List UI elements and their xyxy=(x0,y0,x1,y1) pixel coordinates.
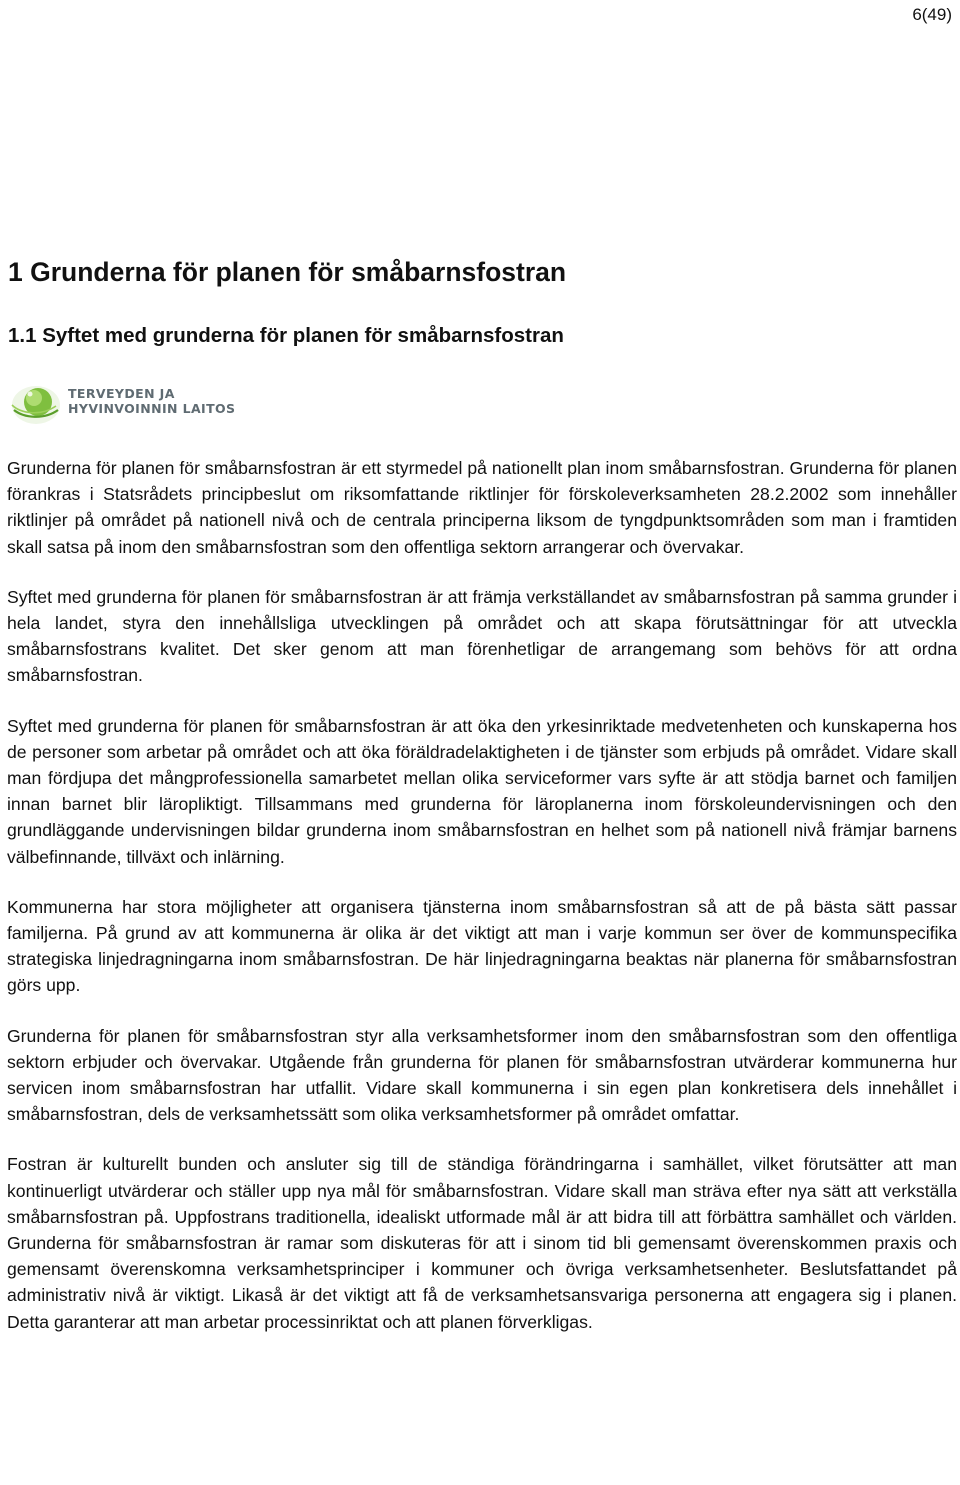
logo-text xyxy=(68,386,235,416)
paragraph: Fostran är kulturellt bunden och ansluter sig till de ständiga förändringarna i samhället, vilket förutsätter att man kontinuerligt utvärderar och ställer upp nya mål för småbarnsfostran. Vidare skall man sträva efter nya sätt att verkställa småbarnsfostran på. Uppfostrans traditionella, idealiskt utformade mål är att bidra till att förbättra samhället och världen. Grunderna för småbarnsfostran är ramar som diskuteras för att i sinom tid bli gemensamt överenskommen praxis och gemensamt överenskomna verksamhetsprinciper i kommuner och övriga verksamhetsenheter. Beslutsfattandet på administrativ nivå är viktigt. Likaså är det viktigt att få de verksamhetsansvariga personerna att engagera sig i planen. Detta garanterar att man arbetar processinriktat och att planen förverkligas. xyxy=(7,1154,957,1332)
thl-globe-logo-icon xyxy=(10,380,62,426)
paragraph: Kommunerna har stora möjligheter att organisera tjänsterna inom småbarnsfostran så att de på bästa sätt passar familjerna. På grund av att kommunerna är olika är det viktigt att man i varje kommun ser över de kommunspecifika strategiska linjedragningarna inom småbarnsfostran. De här linjedragningarna beaktas när planerna för småbarnsfostran görs upp. xyxy=(7,896,957,996)
section-heading: 1.1 Syftet med grunderna för planen för småbarnsfostran xyxy=(8,324,564,347)
chapter-heading: 1 Grunderna för planen för småbarnsfostran xyxy=(8,257,567,287)
paragraph: Grunderna för planen för småbarnsfostran är ett styrmedel på nationellt plan inom småbarnsfostran. Grunderna för planen förankras i Statsrådets principbeslut om riksomfattande riktlinjer för förskoleverksamheten 28.2.2002 som innehåller riktlinjer på området på nationell nivå och de centrala principerna liksom de tyngdpunktsområden som man i framtiden skall satsa på inom den småbarnsfostran som den offentliga sektorn arrangerar och övervakar. xyxy=(7,458,957,557)
logo-line-2: HYVINVOINNIN LAITOS xyxy=(68,401,236,416)
page-number: 6(49) xyxy=(912,5,952,24)
paragraph: Syftet med grunderna för planen för småbarnsfostran är att öka den yrkesinriktade medvetenheten och kunskaperna hos de personer som arbetar på området och att öka föräldradelaktigheten i de tjänster som erbjuds på området. Vidare skall man fördjupa det mångprofessionella samarbetet mellan olika serviceformer vars syfte är att stödja barnet och familjen innan barnet blir läropliktigt. Tillsammans med grunderna för läroplanerna inom förskoleundervisningen och den grundläggande undervisningen bildar grunderna inom småbarnsfostran en helhet som på nationell nivå främjar barnens välbefinnande, tillväxt och inlärning. xyxy=(7,715,957,867)
paragraph: Grunderna för planen för småbarnsfostran styr alla verksamhetsformer inom den småbarnsfostran som den offentliga sektorn erbjuder och övervakar. Utgående från grunderna för planen för småbarnsfostran utvärderar kommunerna hur servicen inom småbarnsfostran har utfallit. Vidare skall kommunerna i sin egen plan konkretisera dels innehållet i småbarnsfostran, dels de verksamhetssätt som olika verksamhetsformer på området omfattar. xyxy=(7,1025,957,1125)
logo-line-1: TERVEYDEN JA xyxy=(68,386,175,401)
body-text xyxy=(7,455,957,1335)
paragraph: Syftet med grunderna för planen för småbarnsfostran är att främja verkställandet av småbarnsfostran på samma grunder i hela landet, styra den innehållsliga utvecklingen på området och att skapa förutsättningar för att utveckla småbarnsfostrans kvalitet. Det sker genom att man förenhetligar de arrangemang som behövs för att ordna småbarnsfostran. xyxy=(7,586,957,686)
organization-logo xyxy=(10,380,250,426)
